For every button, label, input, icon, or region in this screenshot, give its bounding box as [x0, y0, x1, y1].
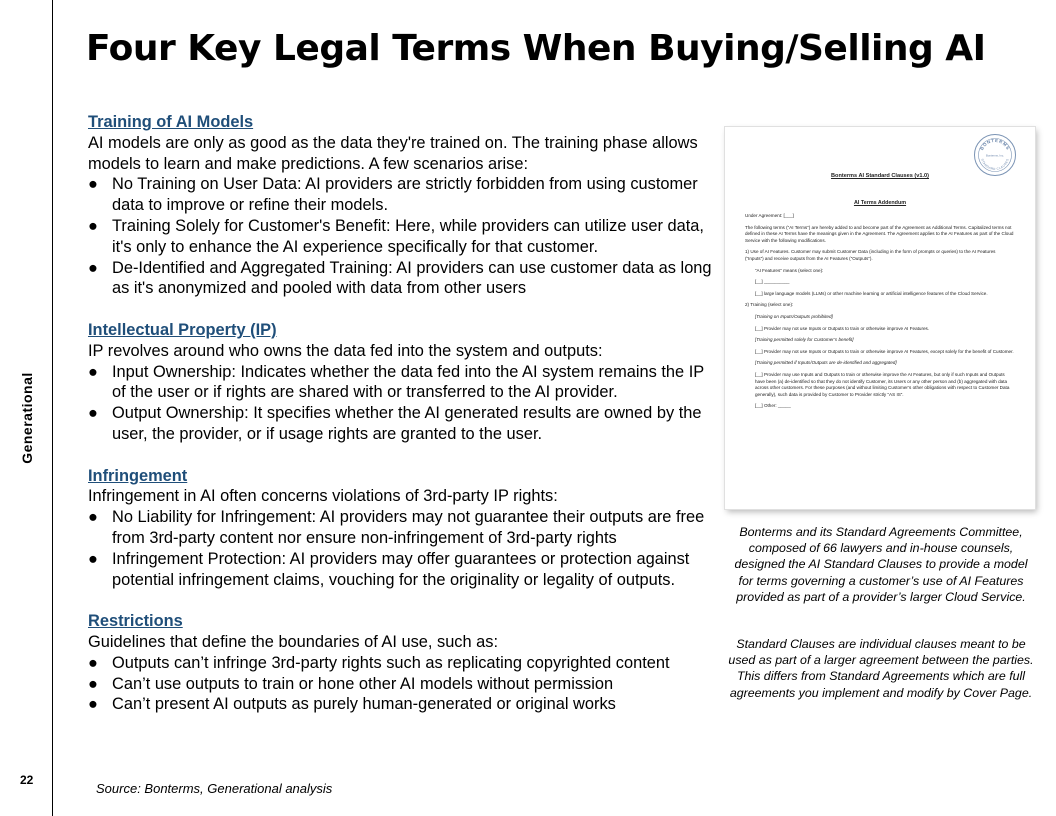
document-line: The following terms (“AI Terms”) are hereby added to and become part of the Agreement as Additional Terms. Capitalized terms not defined in these AI Terms have the meanings given in the Agreement. The Agreement applies to the AI Features as part of the Cloud Service with the following modifications. [745, 224, 1014, 243]
seal-middle-text: Bonterms, Inc. [985, 153, 1005, 158]
bullet-icon: ● [88, 695, 98, 714]
document-line: [Training on Inputs/Outputs prohibited] [755, 313, 833, 319]
list-item-text: No Liability for Infringement: AI providers may not guarantee their outputs are free from 3rd-party content nor ensure non-infringement of 3rd-party rights [112, 508, 705, 547]
list-item-text: De-Identified and Aggregated Training: AI providers can use customer data as long as it's anonymized and pooled with data from other users [112, 258, 712, 298]
bullet-list [88, 653, 713, 715]
seal-bottom-text: STANDARD CLAUSES [980, 158, 1010, 172]
bullet-list [88, 362, 713, 445]
source-note: Source: Bonterms, Generational analysis [96, 781, 333, 796]
caption-bonterms: Bonterms and its Standard Agreements Committee, composed of 66 lawyers and in-house counsels, designed the AI Standard Clauses to provide a model for terms governing a customer’s use of AI Features provided as part of a provider’s larger Cloud Service. [734, 525, 1028, 604]
document-line: [__] Provider may not use Inputs or Outputs to train or otherwise improve AI Features, except solely for the benefit of Customer. [755, 348, 1014, 354]
list-item-text: Outputs can’t infringe 3rd-party rights such as replicating copyrighted content [112, 653, 670, 672]
section-intro: Infringement in AI often concerns violations of 3rd-party IP rights: [88, 487, 558, 506]
bullet-icon: ● [88, 175, 98, 194]
section-training [88, 112, 713, 299]
document-line: [__] large language models (LLMs) or other machine learning or artificial intelligence features of the Cloud Service. [755, 290, 988, 296]
document-line: [Training permitted if Inputs/Outputs are de-identified and aggregated] [755, 360, 897, 366]
document-title: Bonterms AI Standard Clauses (v1.0) [830, 173, 930, 179]
svg-text:STANDARD CLAUSES [980, 158, 1009, 171]
seal-top-text: BONTERMS [979, 137, 1011, 151]
left-divider-line [52, 0, 53, 816]
list-item [88, 174, 713, 216]
bullet-icon: ● [88, 362, 98, 381]
bullet-icon: ● [88, 508, 98, 527]
section-intro: IP revolves around who owns the data fed into the system and outputs: [88, 341, 603, 360]
section-intellectual-property [88, 320, 713, 445]
list-item-text: Input Ownership: Indicates whether the data fed into the AI system remains the IP of the user or if rights are shared with or transferred to the AI provider. [112, 362, 704, 402]
list-item [88, 653, 713, 674]
document-line: 1) Use of AI Features. Customer may submit Customer Data (including in the form of prompts or queries) to the AI Features (“Inputs”) and receive outputs from the AI Features (“Outputs”). [745, 249, 996, 261]
list-item [88, 362, 713, 404]
section-restrictions [88, 611, 713, 715]
page-number: 22 [20, 773, 34, 787]
document-thumbnail [725, 127, 1035, 509]
section-infringement [88, 466, 713, 591]
bullet-icon: ● [88, 674, 98, 693]
page-title: Four Key Legal Terms When Buying/Selling AI [86, 28, 986, 69]
list-item [88, 549, 713, 591]
list-item [88, 507, 713, 549]
bullet-icon: ● [88, 258, 98, 277]
section-intro: AI models are only as good as the data they're trained on. The training phase allows models to learn and make predictions. A few scenarios arise: [88, 133, 698, 173]
bullet-icon: ● [88, 653, 98, 672]
list-item [88, 674, 713, 695]
document-line: 2) Training (select one): [745, 302, 794, 308]
content-column [88, 112, 713, 736]
list-item-text: No Training on User Data: AI providers are strictly forbidden from using customer data to improve or refine their models. [112, 175, 698, 215]
document-line: [__] Other: _____ [755, 403, 791, 409]
section-heading[interactable]: Training of AI Models [88, 113, 254, 131]
document-line: [__] Provider may use Inputs and Outputs to train or otherwise improve the AI Features, but only if such Inputs and Outputs have been (a) de-identified so that they do not identify Customer, its Users or any other person and (b) aggregated with data across other customers. For these purposes (and without limiting Customer’s other obligations with respect to Customer Data generally), such data is provided by Customer to Provider strictly “AS IS”. [755, 371, 1010, 397]
document-line: “AI Features” means (select one): [755, 267, 824, 273]
bullet-icon: ● [88, 404, 98, 423]
list-item [88, 216, 713, 258]
document-line: [__] Provider may not use Inputs or Outputs to train or otherwise improve AI Features. [755, 325, 930, 331]
document-body [745, 213, 1015, 415]
document-line: [__] __________ [755, 279, 790, 285]
list-item-text: Can’t use outputs to train or hone other AI models without permission [112, 674, 614, 693]
list-item-text: Can’t present AI outputs as purely human-generated or original works [112, 695, 616, 714]
section-heading[interactable]: Intellectual Property (IP) [88, 320, 277, 339]
bullet-icon: ● [88, 216, 98, 235]
svg-text:BONTERMS [979, 138, 1011, 151]
bonterms-seal-icon [973, 133, 1017, 177]
section-heading[interactable]: Restrictions [88, 612, 183, 631]
list-item [88, 403, 713, 445]
brand-label: Generational [19, 372, 35, 464]
list-item-text: Output Ownership: It specifies whether the AI generated results are owned by the user, the provider, or if usage rights are granted to the user. [112, 404, 702, 443]
list-item [88, 258, 713, 300]
bullet-icon: ● [88, 549, 98, 568]
document-line: [Training permitted solely for Customer’s benefit] [755, 337, 854, 343]
bullet-list [88, 174, 713, 299]
list-item-text: Infringement Protection: AI providers may offer guarantees or protection against potential infringement claims, vouching for the originality or legality of outputs. [112, 549, 690, 589]
list-item-text: Training Solely for Customer's Benefit: Here, while providers can utilize user data, it's only to enhance the AI experience specifically for that customer. [112, 216, 704, 256]
section-intro: Guidelines that define the boundaries of AI use, such as: [88, 632, 499, 651]
section-heading[interactable]: Infringement [88, 466, 188, 485]
bullet-list [88, 507, 713, 590]
list-item [88, 694, 713, 715]
document-subtitle: AI Terms Addendum [853, 200, 907, 206]
document-line: Under Agreement: [___] [745, 213, 794, 218]
caption-standard-clauses: Standard Clauses are individual clauses meant to be used as part of a larger agreement between the parties. This differs from Standard Agreements which are full agreements you implement and modify by Cover Page. [728, 637, 1034, 700]
